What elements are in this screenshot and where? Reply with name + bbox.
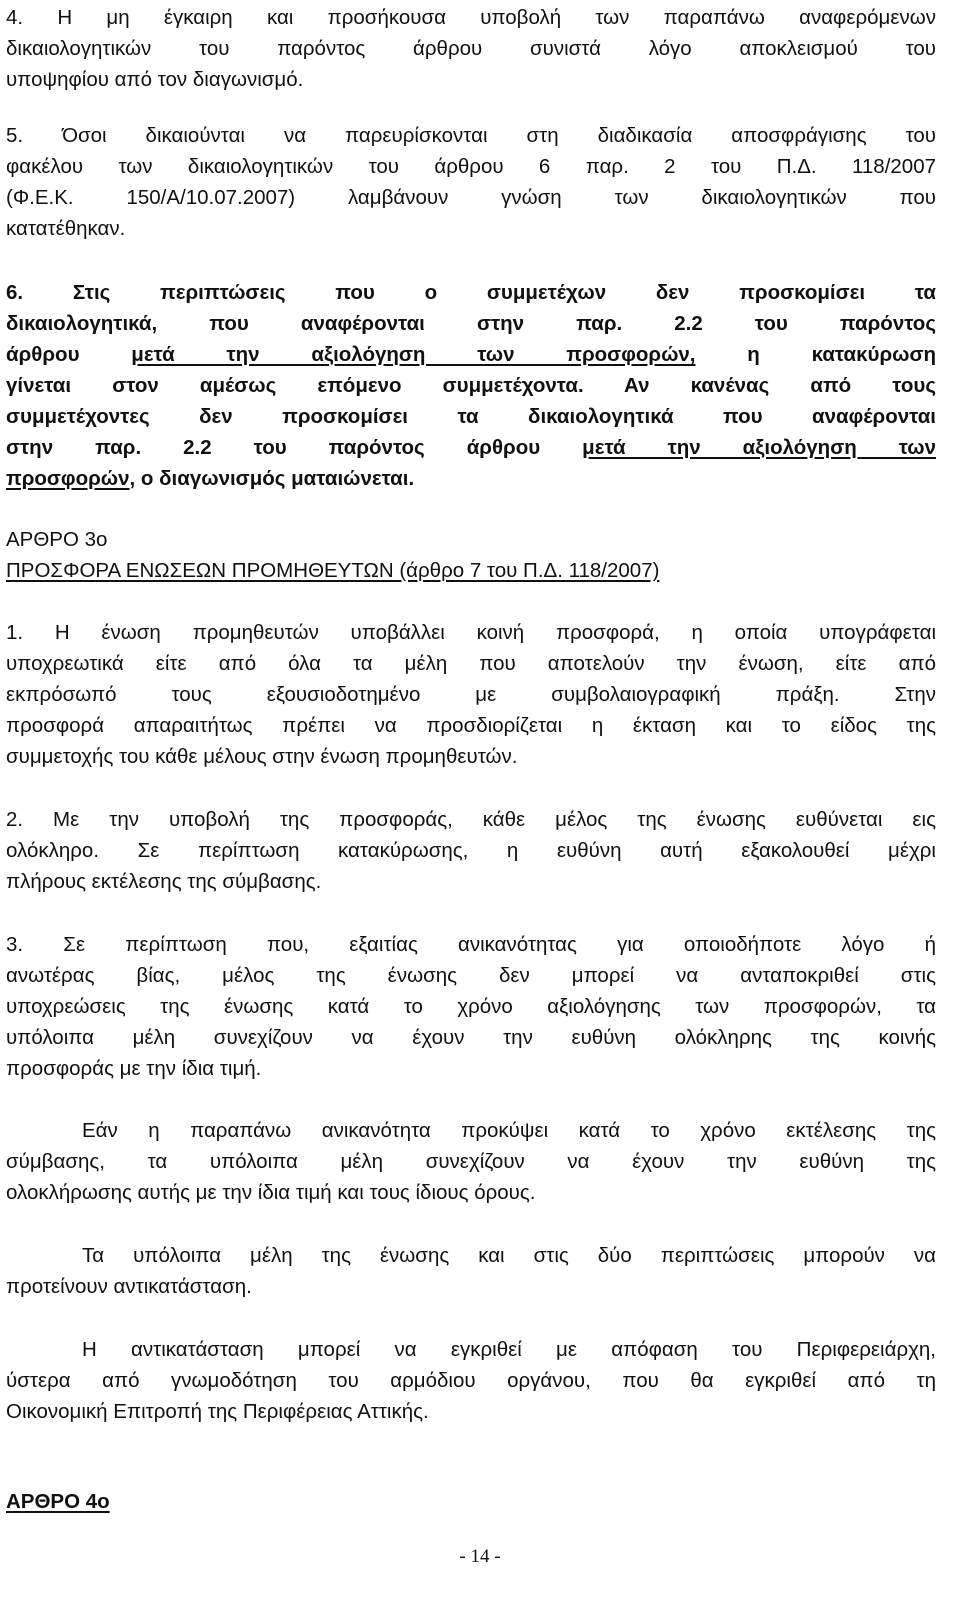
paragraph-5 [6, 120, 936, 244]
text-line: υποψηφίου από τον διαγωνισμό. [6, 68, 304, 91]
text-line: σύμβασης, τα υπόλοιπα μέλη συνεχίζουν να έχουν την ευθύνη της [6, 1150, 936, 1173]
text-line: υπόλοιπα μέλη συνεχίζουν να έχουν την ευθύνη ολόκληρης της κοινής [6, 1026, 936, 1049]
text-line: ύστερα από γνωμοδότηση του αρμόδιου οργάνου, που θα εγκριθεί από τη [6, 1369, 936, 1392]
text-line: πλήρους εκτέλεσης της σύμβασης. [6, 870, 322, 893]
text-line: φακέλου των δικαιολογητικών του άρθρου 6 παρ. 2 του Π.Δ. 118/2007 [6, 155, 936, 178]
text-line: γίνεται στον αμέσως επόμενο συμμετέχοντα. Αν κανένας από τους [6, 374, 936, 397]
text-line: δικαιολογητικά, που αναφέρονται στην παρ. 2.2 του παρόντος [6, 312, 936, 335]
text-line: προσφοράς με την ίδια τιμή. [6, 1057, 262, 1080]
paragraph-4 [6, 2, 936, 95]
article-title: ΑΡΘΡΟ 4ο [6, 1490, 110, 1513]
clause-3 [6, 929, 936, 1084]
clause-3-paragraph-2 [6, 1115, 936, 1208]
text-line: συμμετοχής του κάθε μέλους στην ένωση προμηθευτών. [6, 745, 518, 768]
article-subtitle: ΠΡΟΣΦΟΡΑ ΕΝΩΣΕΩΝ ΠΡΟΜΗΘΕΥΤΩΝ (άρθρο 7 του Π.Δ. 118/2007) [6, 559, 660, 582]
text-line: 3. Σε περίπτωση που, εξαιτίας ανικανότητας για οποιοδήποτε λόγο ή [6, 933, 936, 956]
text-line: Εάν η παραπάνω ανικανότητα προκύψει κατά το χρόνο εκτέλεσης της [82, 1119, 936, 1142]
text-line: 5. Όσοι δικαιούνται να παρευρίσκονται στη διαδικασία αποσφράγισης του [6, 124, 936, 147]
text-line: 4. Η μη έγκαιρη και προσήκουσα υποβολή των παραπάνω αναφερόμενων [6, 6, 936, 29]
text-line: προσφορών, ο διαγωνισμός ματαιώνεται. [6, 467, 415, 490]
page-number: - 14 - [459, 1546, 501, 1567]
text-line: 2. Με την υποβολή της προσφοράς, κάθε μέλος της ένωσης ευθύνεται εις [6, 808, 936, 831]
text-line: 1. Η ένωση προμηθευτών υποβάλλει κοινή προσφορά, η οποία υπογράφεται [6, 621, 936, 644]
text-line: προτείνουν αντικατάσταση. [6, 1275, 252, 1298]
text-line: υποχρεωτικά είτε από όλα τα μέλη που αποτελούν την ένωση, είτε από [6, 652, 936, 675]
underlined-text: μετά την αξιολόγηση των [582, 436, 936, 459]
article-title: ΑΡΘΡΟ 3ο [6, 528, 108, 551]
article-3-heading [6, 524, 936, 586]
text-line: άρθρου μετά την αξιολόγηση των προσφορών, η κατακύρωση [6, 343, 936, 366]
text-line: εκπρόσωπό τους εξουσιοδοτημένο με συμβολαιογραφική πράξη. Στην [6, 683, 936, 706]
text-line: υποχρεώσεις της ένωσης κατά το χρόνο αξιολόγησης των προσφορών, τα [6, 995, 936, 1018]
clause-1 [6, 617, 936, 772]
text-line: ολόκληρο. Σε περίπτωση κατακύρωσης, η ευθύνη αυτή εξακολουθεί μέχρι [6, 839, 936, 862]
text-line: 6. Στις περιπτώσεις που ο συμμετέχων δεν προσκομίσει τα [6, 281, 936, 304]
text-line: Τα υπόλοιπα μέλη της ένωσης και στις δύο περιπτώσεις μπορούν να [82, 1244, 936, 1267]
text-line: κατατέθηκαν. [6, 217, 126, 240]
underlined-text: μετά την αξιολόγηση των προσφορών, [131, 343, 696, 366]
underlined-text: προσφορών [6, 467, 130, 490]
article-4-heading [6, 1486, 936, 1517]
clause-2 [6, 804, 936, 897]
text-line: ανωτέρας βίας, μέλος της ένωσης δεν μπορεί να ανταποκριθεί στις [6, 964, 936, 987]
text-line: δικαιολογητικών του παρόντος άρθρου συνιστά λόγο αποκλεισμού του [6, 37, 936, 60]
paragraph-6 [6, 277, 936, 494]
clause-3-paragraph-4 [6, 1334, 936, 1427]
text-line: συμμετέχοντες δεν προσκομίσει τα δικαιολογητικά που αναφέρονται [6, 405, 936, 428]
text-line: προσφορά απαραιτήτως πρέπει να προσδιορίζεται η έκταση και το είδος της [6, 714, 936, 737]
text-line: Οικονομική Επιτροπή της Περιφέρειας Αττικής. [6, 1400, 429, 1423]
text-line: (Φ.Ε.Κ. 150/Α/10.07.2007) λαμβάνουν γνώση των δικαιολογητικών που [6, 186, 936, 209]
text-line: στην παρ. 2.2 του παρόντος άρθρου μετά την αξιολόγηση των [6, 436, 936, 459]
clause-3-paragraph-3 [6, 1240, 936, 1302]
text-line: ολοκλήρωσης αυτής με την ίδια τιμή και τους ίδιους όρους. [6, 1181, 536, 1204]
text-line: Η αντικατάσταση μπορεί να εγκριθεί με απόφαση του Περιφερειάρχη, [82, 1338, 936, 1361]
